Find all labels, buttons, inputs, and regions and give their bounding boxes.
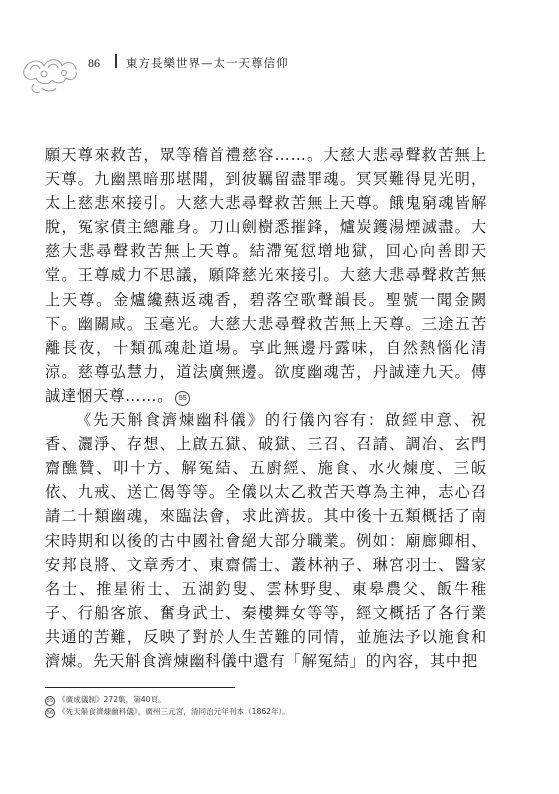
footnotes bbox=[45, 694, 515, 718]
footnote bbox=[45, 706, 515, 718]
running-header bbox=[20, 44, 540, 84]
footnote-number: 56 bbox=[46, 710, 54, 716]
header-separator bbox=[115, 54, 117, 68]
footnote-divider bbox=[45, 687, 235, 688]
footnote-marker: 55 bbox=[175, 391, 190, 406]
paragraph-text: 願天尊來救苦，眾等稽首禮慈容……。大慈大悲尋聲救苦無上天尊。九幽黑暗那堪聞，到彼羈留盡罪魂。冥冥難得見光明，太上慈悲來接引。大慈大悲尋聲救苦無上天尊。餓鬼窮魂皆解脫，冤家債主總離身。刀山劍樹悉摧鋒，爐炭鑊湯煙滅盡。大慈大悲尋聲救苦無上天尊。結滯冤愆增地獄，回心向善即天堂。王尊威力不思議，願降慈光來接引。大慈大悲尋聲救苦無上天尊。金爐纔爇返魂香，碧落空歌聲韻長。聖號一聞金闕下。幽關咸。玉毫光。大慈大悲尋聲救苦無上天尊。三途五苦離長夜，十類孤魂赴道場。享此無邊丹露味，自然熱惱化清涼。慈尊弘慧力，道法廣無邊。欲度幽魂苦，丹誠達九天。傳誠達悃天尊……。 bbox=[45, 146, 487, 405]
footnote-text: 《先天斛食濟煉幽科儀》，廣州三元宮，清同治元年刊本（1862年）。 bbox=[58, 707, 290, 716]
running-title: 東方長樂世界—太一天尊信仰 bbox=[126, 56, 289, 70]
cloud-ornament-icon bbox=[20, 44, 92, 96]
footnote bbox=[45, 694, 515, 706]
paragraph bbox=[45, 143, 487, 408]
page-number: 86 bbox=[88, 56, 100, 70]
footnote-number: 55 bbox=[46, 698, 54, 704]
footnote-text: 《廣成儀制》272集，第40頁。 bbox=[58, 695, 166, 704]
paragraph: 《先天斛食濟煉幽科儀》的行儀內容有：啟經申意、祝香、灑淨、存想、上啟五獄、破獄、三召、召請、調冶、玄門齋醮贊、叩十方、解冤結、五廚經、施食、水火煉度、三皈依、九戒、送亡偈等等。全儀以太乙救苦天尊為主神，志心召請二十類幽魂，來臨法會，求此濟拔。其中後十五類概括了南宋時期和以後的古中國社會絕大部分職業。例如：廟廊卿相、安邦良將、文章秀才、東齋儒士、叢林衲子、琳宮羽士、醫家名士、推星術士、五湖釣叟、雲林野叟、東皋農父、飯牛稚子、行船客旅、奮身武士、秦樓舞女等等，經文概括了各行業共通的苦難，反映了對於人生苦難的同情，並施法予以施食和濟煉。先天斛食濟煉幽科儀中還有「解冤結」的內容，其中把 bbox=[45, 411, 487, 670]
main-text bbox=[45, 143, 487, 673]
